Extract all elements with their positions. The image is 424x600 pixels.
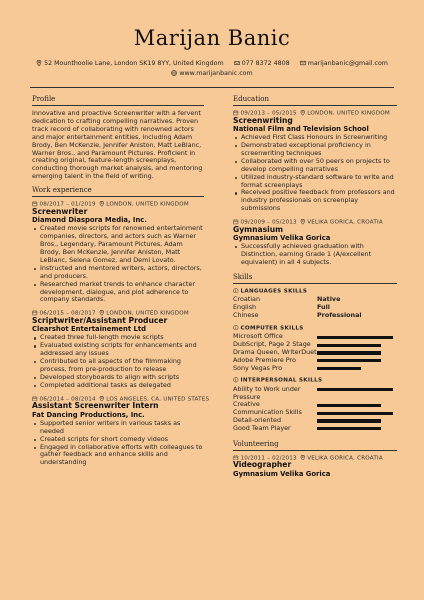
education-heading: Education (233, 95, 397, 106)
entry-location: LONDON, UNITED KINGDOM (106, 310, 189, 317)
bullet-list (32, 420, 204, 467)
bullet-item: Created three full-length movie scripts (32, 334, 204, 342)
job-title: Scriptwriter/Assistant Producer (32, 315, 168, 325)
profile-text: Innovative and proactive Screenwriter with a fervent dedication to crafting compelling narratives. Proven track record of collaborating with renowned actors and major entertainment entities, including Adam Brody, Ben McKenzie, Jennifer Aniston, Matt LeBlanc, Warner Bros., and Paramount Pictures. Proficient in creating original, feature-length screenplays, conducting thorough market analysis, and mentoring emerging talent in the field of writing. (32, 109, 203, 181)
address-text: 52 Mounthoolie Lane, London SK19 8YY, United Kingdom (44, 60, 224, 67)
interpersonal-skill-row (233, 425, 397, 433)
computer-skills-title (233, 325, 397, 332)
company-name: Clearshot Entertainement Ltd (32, 325, 146, 334)
entry-location: VELIKA GORICA, CROATIA (307, 455, 383, 462)
bullet-item: Demonstrated exceptional proficiency in screenwriting techniques (233, 142, 397, 158)
header-divider (30, 87, 394, 88)
work-heading: Work experience (32, 186, 204, 197)
entry-dates: 06/2015 – 08/2017 (39, 310, 96, 317)
school-name: Gymnasium Velika Gorica (233, 234, 331, 243)
contact-line-1 (0, 60, 424, 67)
interpersonal-skills-list (233, 386, 397, 433)
candidate-name: Marijan Banic (133, 26, 291, 50)
education-entry (233, 219, 397, 267)
entry-dates: 08/2017 – 01/2019 (39, 201, 96, 208)
bullet-list (233, 134, 397, 213)
volunteer-org: Gymnasium Velika Gorica (233, 469, 331, 478)
job-title: Assistant Screenwriter Intern (32, 401, 159, 411)
info-circle-icon (233, 377, 239, 383)
computer-skills-label: COMPUTER SKILLS (240, 325, 304, 332)
language-row (233, 312, 397, 320)
bullet-item: Evaluated existing scripts for enhancements and addressed any issues (32, 342, 204, 358)
calendar-icon (32, 310, 38, 316)
computer-skill-row (233, 365, 397, 373)
entry-location: VELIKA GORICA, CROATIA (307, 219, 383, 226)
volunteering-entry (233, 455, 397, 478)
address-item (36, 60, 224, 67)
school-name: National Film and Television School (233, 125, 369, 134)
envelope-icon (300, 60, 306, 66)
skill-name: Creative (233, 400, 260, 409)
calendar-icon (233, 219, 239, 225)
interpersonal-skills-title (233, 377, 397, 384)
language-name: English (233, 303, 257, 312)
skill-name: Sony Vegas Pro (233, 363, 283, 372)
bullet-item: Developed storyboards to align with scripts (32, 374, 204, 382)
location-pin-icon (36, 60, 42, 66)
languages-skills-title (233, 288, 397, 295)
skill-name: Good Team Player (233, 423, 291, 432)
location-pin-icon (300, 455, 306, 461)
skill-name: Microsoft Office (233, 332, 283, 341)
language-level: Professional (317, 311, 362, 320)
left-column (32, 95, 210, 473)
company-name: Fat Dancing Productions, Inc. (32, 410, 145, 419)
location-pin-icon (99, 201, 105, 207)
interpersonal-skills-label: INTERPERSONAL SKILLS (240, 377, 323, 384)
interpersonal-skill-row (233, 386, 397, 402)
skill-level-bar (317, 388, 393, 391)
entry-dates: 06/2014 – 08/2014 (39, 396, 96, 403)
website-item[interactable] (171, 70, 252, 77)
location-pin-icon (300, 110, 306, 116)
degree-title: Gymnasium (233, 224, 284, 234)
language-row (233, 296, 397, 304)
languages-list (233, 296, 397, 319)
education-list (233, 110, 397, 267)
skill-name: Ability to Work under Pressure (233, 384, 301, 401)
bullet-item: Created movie scripts for renowned entertainment companies, directors, and actors such as Warner Bros., Legendary, Paramount Pictures, Adam Brody, Ben McKenzie, Jennifer Aniston, Matt LeBlanc, Selena Gomez, and Demi Lovato. (32, 225, 204, 265)
bullet-list (32, 225, 204, 304)
bullet-item: Received positive feedback from professors and industry professionals on screenplay submissions (233, 189, 397, 213)
location-pin-icon (300, 219, 306, 225)
skill-level-bar (317, 412, 393, 415)
language-name: Croatian (233, 295, 261, 304)
job-title: Screenwriter (32, 206, 88, 216)
skill-level-bar (317, 344, 381, 347)
computer-skills-list (233, 333, 397, 372)
email-item[interactable] (300, 60, 388, 67)
skill-level-bar (317, 427, 381, 430)
bullet-item: Researched market trends to enhance character development, dialogue, and plot adherence to company standards. (32, 281, 204, 305)
bullet-list (233, 243, 397, 267)
calendar-icon (32, 201, 38, 207)
bullet-item: Utilized industry-standard software to write and format screenplays (233, 174, 397, 190)
bullet-item: Successfully achieved graduation with Distinction, earning Grade 1 (A/excellent equivalent) in all 4 subjects. (233, 243, 397, 267)
bullet-item: Instructed and mentored writers, actors, directors, and producers. (32, 265, 204, 281)
bullet-item: Supported senior writers in various tasks as needed (32, 420, 204, 436)
work-entry (32, 201, 204, 304)
bullet-item: Contributed to all aspects of the filmmaking process, from pre-production to release (32, 358, 204, 374)
skill-name: Drama Queen, WriterDuet (233, 347, 317, 356)
skill-level-bar (317, 351, 381, 354)
company-name: Diamond Diaspora Media, Inc. (32, 216, 147, 225)
profile-heading: Profile (32, 95, 204, 106)
language-name: Chinese (233, 311, 259, 320)
phone-text: 077 8372 4808 (241, 60, 290, 67)
contact-line-2 (0, 70, 424, 77)
skill-name: Detail-oriented (233, 416, 282, 425)
bullet-item: Completed additional tasks as delegated (32, 382, 204, 390)
volunteering-list (233, 455, 397, 478)
volunteer-role: Videographer (233, 460, 292, 470)
entry-dates: 09/2009 – 05/2013 (240, 219, 297, 226)
work-entry (32, 310, 204, 389)
volunteering-heading: Volunteering (233, 440, 397, 451)
skill-level-bar (317, 336, 393, 339)
skills-heading: Skills (233, 273, 397, 284)
info-circle-icon (233, 325, 239, 331)
skill-level-bar (317, 404, 381, 407)
work-list (32, 201, 210, 467)
language-level: Native (317, 295, 341, 304)
skill-name: Adobe Premiere Pro (233, 355, 296, 364)
location-pin-icon (99, 310, 105, 316)
skill-name: DubScript, Page 2 Stage (233, 340, 311, 349)
bullet-item: Engaged in collaborative efforts with colleagues to gather feedback and enhance skills and understanding (32, 444, 204, 468)
work-entry (32, 396, 210, 468)
right-column (233, 95, 397, 479)
degree-title: Screenwriting (233, 115, 293, 125)
language-level: Full (317, 303, 330, 312)
bullet-item: Collaborated with over 50 peers on projects to develop compelling narratives (233, 158, 397, 174)
globe-icon (171, 70, 177, 76)
education-entry (233, 110, 397, 213)
bullet-list (32, 334, 204, 389)
languages-skills-label: LANGUAGES SKILLS (240, 288, 308, 295)
skill-level-bar (317, 367, 361, 370)
skill-level-bar (317, 419, 381, 422)
skill-name: Communication Skills (233, 408, 302, 417)
entry-dates: 09/2013 – 05/2015 (240, 110, 297, 117)
phone-icon (234, 60, 240, 66)
bullet-item: Achieved First Class Honours in Screenwriting (233, 134, 397, 142)
entry-location: LOS ANGELES, CA, UNITED STATES (106, 396, 210, 403)
bullet-item: Created scripts for short comedy videos (32, 436, 204, 444)
entry-location: LONDON, UNITED KINGDOM (106, 201, 189, 208)
email-text[interactable]: marijanbanic@gmail.com (307, 60, 388, 67)
phone-item (234, 60, 290, 67)
website-text[interactable]: www.marijanbanic.com (179, 70, 253, 77)
entry-dates: 10/2011 – 02/2013 (240, 455, 297, 462)
entry-location: LONDON, UNITED KINGDOM (307, 110, 390, 117)
skill-level-bar (317, 359, 381, 362)
info-circle-icon (233, 288, 239, 294)
calendar-icon (233, 110, 239, 116)
